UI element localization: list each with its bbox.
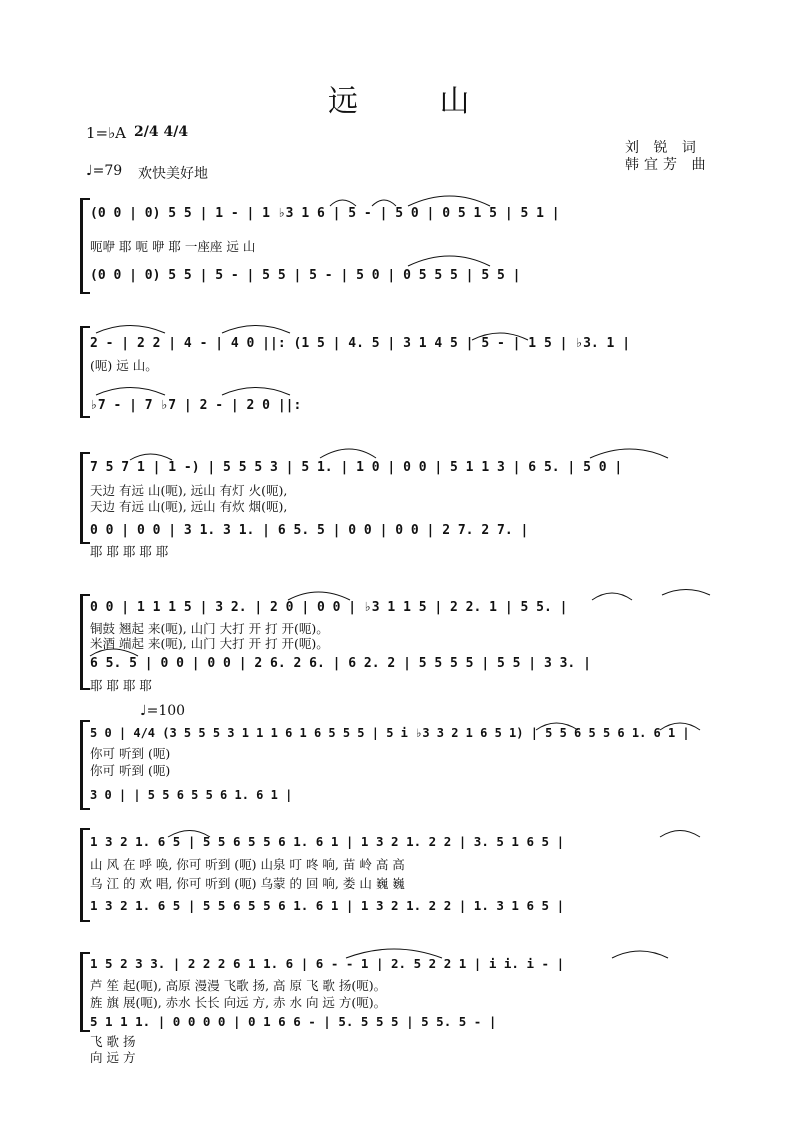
lyric-line: 乌 江 的 欢 唱, 你可 听到 (呃) 乌蒙 的 回 响, 娄 山 巍 巍: [90, 876, 405, 891]
score-system-6: [80, 828, 720, 922]
score-system-2: [80, 326, 720, 418]
score-system-1: [80, 198, 720, 294]
lyricist-credit: 刘 锐 词: [625, 140, 701, 156]
system-bracket: [80, 326, 83, 418]
system-bracket: [80, 952, 83, 1032]
lyric-line: 旌 旗 展(呃), 赤水 长长 向远 方, 赤 水 向 远 方(呃)。: [90, 995, 387, 1010]
key-signature: 1=♭A: [86, 124, 127, 142]
lyric-line: 你可 听到 (呃): [90, 746, 171, 761]
lyric-line: (呃) 远 山。: [90, 358, 158, 373]
system-bracket: [80, 198, 83, 294]
upper-voice-line: 0 0 | 1 1 1 5 | 3 2. | 2 0 | 0 0 | ♭3 1 1 5 | 2 2. 1 | 5 5. |: [90, 600, 568, 615]
composer-credit: 韩宜芳 曲: [625, 157, 711, 173]
system-bracket: [80, 594, 83, 690]
lower-voice-line: ♭7 - | 7 ♭7 | 2 - | 2 0 ||:: [90, 398, 302, 413]
lower-lyric-line: 耶 耶 耶 耶 耶: [90, 544, 169, 559]
song-title: 远 山: [328, 84, 506, 119]
system-bracket: [80, 452, 83, 544]
tempo-marking: ♩=79: [86, 163, 123, 179]
lower-voice-line: 3 0 | | 5 5 6 5 5 6 1. 6 1 |: [90, 788, 293, 802]
upper-voice-line: 1 5 2 3 3. | 2 2 2 6 1 1. 6 | 6 - - 1 | 2. 5 2 2 1 | i i. i - |: [90, 956, 565, 971]
lower-voice-line: (0 0 | 0) 5 5 | 5 - | 5 5 | 5 - | 5 0 | 0 5 5 5 | 5 5 |: [90, 268, 521, 283]
lower-lyric-line: 耶 耶 耶 耶: [90, 678, 152, 693]
lyric-line: 山 风 在 呼 唤, 你可 听到 (呃) 山泉 叮 咚 响, 苗 岭 高 高: [90, 857, 405, 872]
lyric-line: 天边 有远 山(呃), 远山 有灯 火(呃),: [90, 483, 288, 498]
lyric-line: 铜鼓 翘起 来(呃), 山门 大打 开 打 开(呃)。: [90, 621, 329, 636]
system-bracket: [80, 828, 83, 922]
lower-voice-line: 6 5. 5 | 0 0 | 0 0 | 2 6. 2 6. | 6 2. 2 | 5 5 5 5 | 5 5 | 3 3. |: [90, 656, 591, 671]
lyric-line: 芦 笙 起(呃), 高原 漫漫 飞歌 扬, 高 原 飞 歌 扬(呃)。: [90, 978, 387, 993]
score-system-7: [80, 952, 720, 1065]
lyric-line: 你可 听到 (呃): [90, 763, 171, 778]
lyric-line: 天边 有远 山(呃), 远山 有炊 烟(呃),: [90, 499, 288, 514]
lower-voice-line: 1 3 2 1. 6 5 | 5 5 6 5 5 6 1. 6 1 | 1 3 2 1. 2 2 | 1. 3 1 6 5 |: [90, 898, 565, 913]
lower-voice-line: 0 0 | 0 0 | 3 1. 3 1. | 6 5. 5 | 0 0 | 0 0 | 2 7. 2 7. |: [90, 523, 529, 538]
tempo-change: ♩=100: [140, 703, 186, 719]
upper-voice-line: 5 0 | 4/4 (3 5 5 5 3 1 1 1 6 1 6 5 5 5 | 5 i ♭3 3 2 1 6 5 1) | 5 5 6 5 5 6 1. 6 1 |: [90, 726, 690, 740]
lower-lyric-line: 向 远 方: [90, 1050, 136, 1065]
lower-voice-line: 5 1 1 1. | 0 0 0 0 | 0 1 6 6 - | 5. 5 5 5 | 5 5. 5 - |: [90, 1014, 497, 1029]
lyric-line: 米酒 端起 来(呃), 山门 大打 开 打 开(呃)。: [90, 636, 329, 651]
time-signature: 2/4 4/4: [134, 124, 189, 140]
score-system-4: [80, 594, 720, 693]
score-system-3: [80, 452, 720, 559]
upper-voice-line: (0 0 | 0) 5 5 | 1 - | 1 ♭3 1 6 | 5 - | 5 0 | 0 5 1 5 | 5 1 |: [90, 206, 560, 221]
system-bracket: [80, 720, 83, 810]
lyric-line: 呃咿 耶 呃 咿 耶 一座座 远 山: [90, 239, 256, 254]
upper-voice-line: 1 3 2 1. 6 5 | 5 5 6 5 5 6 1. 6 1 | 1 3 2 1. 2 2 | 3. 5 1 6 5 |: [90, 834, 565, 849]
upper-voice-line: 7 5 7 1 | 1 -) | 5 5 5 3 | 5 1. | 1 0 | 0 0 | 5 1 1 3 | 6 5. | 5 0 |: [90, 460, 623, 475]
score-system-5: [80, 720, 720, 810]
expression-marking: 欢快美好地: [138, 166, 208, 182]
upper-voice-line: 2 - | 2 2 | 4 - | 4 0 ||: (1 5 | 4. 5 | 3 1 4 5 | 5 - | 1 5 | ♭3. 1 |: [90, 336, 631, 351]
lower-lyric-line: 飞 歌 扬: [90, 1034, 136, 1049]
